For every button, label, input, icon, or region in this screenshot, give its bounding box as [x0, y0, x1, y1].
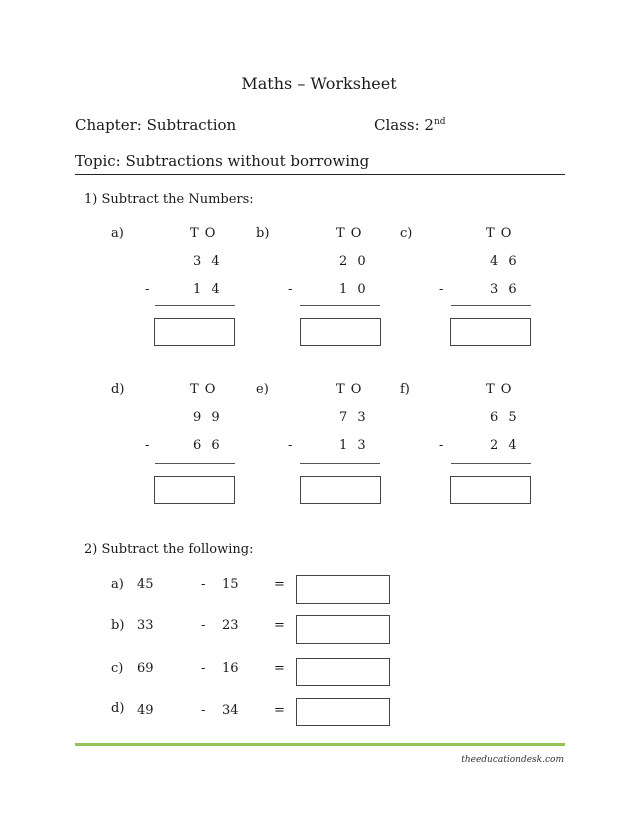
problem-b-minus: - — [288, 282, 293, 297]
section1-heading: 1) Subtract the Numbers: — [84, 192, 254, 207]
class-text: Class: 2 — [374, 116, 434, 134]
chapter-label: Chapter: Subtraction — [75, 116, 237, 134]
q2-c-second: 16 — [222, 661, 239, 676]
page-title: Maths – Worksheet — [241, 74, 397, 93]
problem-c-subtrahend: 3 6 — [490, 282, 520, 297]
problem-e-subtrahend: 1 3 — [339, 438, 369, 453]
q2-d-label: d) — [111, 701, 125, 716]
problem-d-answer-box[interactable] — [154, 476, 235, 504]
problem-f-label: f) — [400, 382, 410, 397]
problem-a-minuend: 3 4 — [193, 254, 223, 269]
problem-c-line — [451, 305, 531, 306]
topic-label: Topic: Subtractions without borrowing — [75, 152, 370, 170]
q2-c-minus: - — [201, 661, 206, 676]
q2-b-minus: - — [201, 618, 206, 633]
problem-a-answer-box[interactable] — [154, 318, 235, 346]
problem-a-label: a) — [111, 226, 124, 241]
problem-f-minus: - — [439, 438, 444, 453]
problem-c-answer-box[interactable] — [450, 318, 531, 346]
problem-b-minuend: 2 0 — [339, 254, 369, 269]
class-label — [374, 116, 446, 134]
problem-b-header: T O — [336, 226, 363, 241]
q2-c-first: 69 — [137, 661, 154, 676]
q2-a-equals: = — [274, 577, 285, 592]
q2-b-equals: = — [274, 618, 285, 633]
problem-a-subtrahend: 1 4 — [193, 282, 223, 297]
problem-f-minuend: 6 5 — [490, 410, 520, 425]
q2-d-equals: = — [274, 703, 285, 718]
q2-d-answer-box[interactable] — [296, 698, 390, 726]
footer-site: theeducationdesk.com — [461, 755, 564, 765]
problem-b-subtrahend: 1 0 — [339, 282, 369, 297]
q2-c-equals: = — [274, 661, 285, 676]
problem-f-answer-box[interactable] — [450, 476, 531, 504]
problem-d-label: d) — [111, 382, 125, 397]
problem-b-answer-box[interactable] — [300, 318, 381, 346]
problem-c-minus: - — [439, 282, 444, 297]
problem-d-header: T O — [190, 382, 217, 397]
problem-e-label: e) — [256, 382, 269, 397]
problem-d-minus: - — [145, 438, 150, 453]
problem-a-header: T O — [190, 226, 217, 241]
problem-b-label: b) — [256, 226, 270, 241]
problem-d-minuend: 9 9 — [193, 410, 223, 425]
problem-a-minus: - — [145, 282, 150, 297]
problem-e-minuend: 7 3 — [339, 410, 369, 425]
header-divider — [75, 174, 565, 175]
problem-f-header: T O — [486, 382, 513, 397]
problem-e-header: T O — [336, 382, 363, 397]
problem-d-line — [155, 463, 235, 464]
q2-b-answer-box[interactable] — [296, 615, 390, 644]
q2-b-label: b) — [111, 618, 125, 633]
q2-c-label: c) — [111, 661, 124, 676]
footer-divider — [75, 743, 565, 746]
problem-d-subtrahend: 6 6 — [193, 438, 223, 453]
q2-a-answer-box[interactable] — [296, 575, 390, 604]
q2-a-minus: - — [201, 577, 206, 592]
q2-d-second: 34 — [222, 703, 239, 718]
q2-b-second: 23 — [222, 618, 239, 633]
section2-heading: 2) Subtract the following: — [84, 542, 254, 557]
q2-d-first: 49 — [137, 703, 154, 718]
problem-c-header: T O — [486, 226, 513, 241]
problem-e-line — [300, 463, 380, 464]
class-superscript: nd — [433, 117, 446, 127]
q2-d-minus: - — [201, 703, 206, 718]
q2-a-second: 15 — [222, 577, 239, 592]
problem-c-minuend: 4 6 — [490, 254, 520, 269]
problem-f-line — [451, 463, 531, 464]
q2-c-answer-box[interactable] — [296, 658, 390, 686]
problem-b-line — [300, 305, 380, 306]
q2-b-first: 33 — [137, 618, 154, 633]
problem-c-label: c) — [400, 226, 413, 241]
problem-a-line — [155, 305, 235, 306]
q2-a-first: 45 — [137, 577, 154, 592]
problem-e-minus: - — [288, 438, 293, 453]
problem-e-answer-box[interactable] — [300, 476, 381, 504]
q2-a-label: a) — [111, 577, 124, 592]
problem-f-subtrahend: 2 4 — [490, 438, 520, 453]
